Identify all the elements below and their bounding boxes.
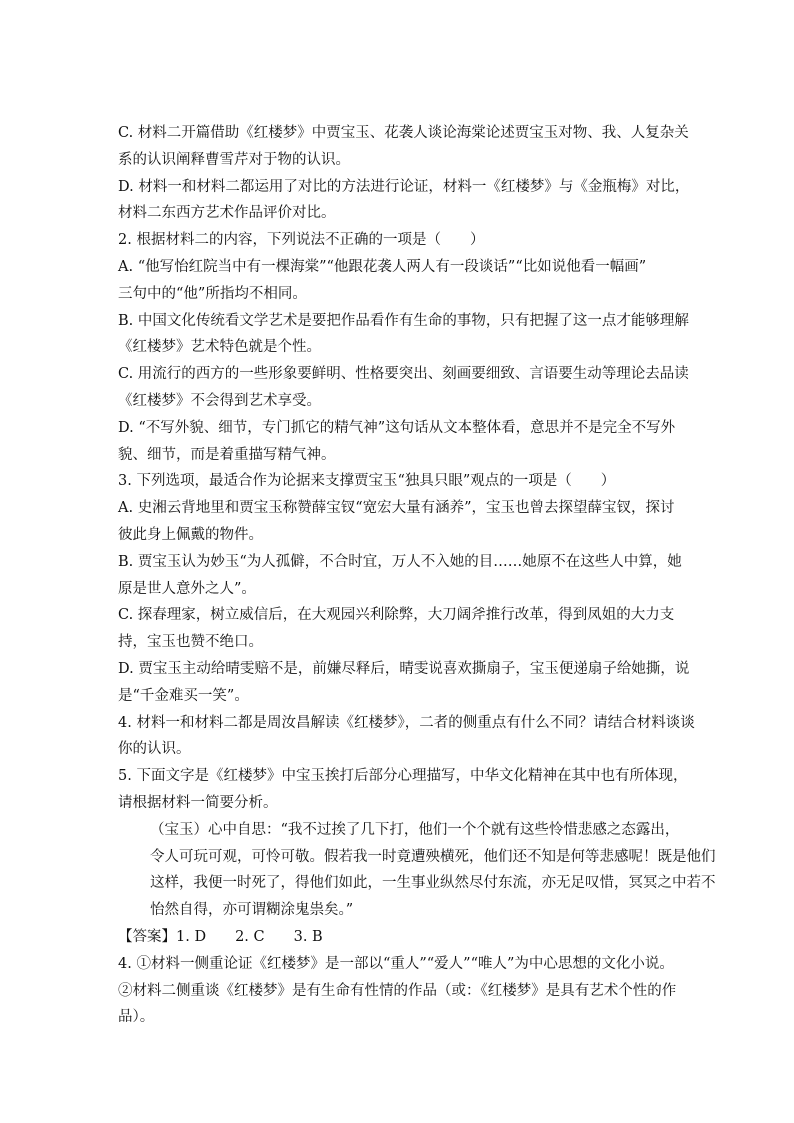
- text-line: C. 材料二开篇借助《红楼梦》中贾宝玉、花袭人谈论海棠论述贾宝玉对物、我、人复杂关: [118, 125, 689, 141]
- quoted-passage: [118, 817, 716, 924]
- text-line: A. “他写怡红院当中有一棵海棠”“他跟花袭人两人有一段谈话”“比如说他看一幅画”: [118, 258, 647, 275]
- text-line: 是“千金难买一笑”。: [118, 687, 249, 704]
- text-line: C. 用流行的西方的一些形象要鲜明、性格要突出、刻画要细致、言语要生动等理论去品读: [118, 366, 689, 383]
- text-line: D. “不写外貌、细节，专门抓它的精气神”这句话从文本整体看，意思并不是完全不写外: [118, 419, 676, 436]
- answer-block: [118, 924, 678, 1031]
- text-line: 《红楼梦》艺术特色就是个性。: [118, 339, 321, 356]
- answer-label: 【答案】: [118, 928, 176, 945]
- quote-line: 这样，我便一时死了，得他们如此，一生事业纵然尽付东流，亦无足叹惜，冥冥之中若不: [150, 875, 716, 892]
- text-line: 请根据材料一简要分析。: [118, 794, 278, 811]
- text-line: D. 贾宝玉主动给晴雯赔不是，前嫌尽释后，晴雯说喜欢撕扇子，宝玉便递扇子给她撕，说: [118, 660, 690, 677]
- question-3-stem: 3. 下列选项，最适合作为论据来支撑贾宝玉“独具只眼”观点的一项是（ ）: [118, 473, 616, 490]
- text-line: 原是世人意外之人”。: [118, 580, 256, 597]
- answer-text-line: ②材料二侧重谈《红楼梦》是有生命有性情的作品（或：《红楼梦》是具有艺术个性的作: [118, 982, 677, 999]
- answer-items: 1. D 2. C 3. B: [176, 928, 323, 945]
- text-line: 持，宝玉也赞不绝口。: [118, 634, 263, 651]
- answer-text-line: 4. ①材料一侧重论证《红楼梦》是一部以“重人”“爱人”“唯人”为中心思想的文化小说。: [118, 955, 674, 972]
- text-line: 貌、细节，而是着重描写精气神。: [118, 446, 336, 463]
- text-line: 三句中的“他”所指均不相同。: [118, 285, 307, 302]
- answer-text-line: 品）。: [118, 1009, 155, 1026]
- text-line: D. 材料一和材料二都运用了对比的方法进行论证，材料一《红楼梦》与《金瓶梅》对比，: [118, 178, 690, 195]
- text-line: 《红楼梦》不会得到艺术享受。: [118, 392, 321, 409]
- quote-line: 怡然自得，亦可谓糊涂鬼祟矣。”: [150, 902, 354, 919]
- document-page: [118, 120, 716, 1031]
- text-line: C. 探春理家，树立威信后，在大观园兴利除弊，大刀阔斧推行改革，得到凤姐的大力支: [118, 607, 675, 624]
- question-4-stem: 4. 材料一和材料二都是周汝昌解读《红楼梦》，二者的侧重点有什么不同？请结合材料谈谈: [118, 714, 695, 731]
- quote-line: 令人可玩可观，可怜可敬。假若我一时竟遭殃横死，他们还不知是何等悲感呢！既是他们: [150, 848, 716, 865]
- question-5-stem: 5. 下面文字是《红楼梦》中宝玉挨打后部分心理描写，中华文化精神在其中也有所体现，: [118, 768, 688, 785]
- quote-line: （宝玉）心中自思：“我不过挨了几下打，他们一个个就有这些怜惜悲感之态露出，: [150, 821, 680, 838]
- text-line: B. 贾宝玉认为妙玉“为人孤僻，不合时宜，万人不入她的目……她原不在这些人中算，她: [118, 553, 682, 570]
- text-line: 系的认识阐释曹雪芹对于物的认识。: [118, 151, 350, 168]
- answer-line: [118, 924, 678, 951]
- text-line: A. 史湘云背地里和贾宝玉称赞薛宝钗“宽宏大量有涵养”，宝玉也曾去探望薛宝钗，探讨: [118, 500, 675, 517]
- question-block: [118, 120, 695, 817]
- text-line: 彼此身上佩戴的物件。: [118, 526, 263, 543]
- text-line: 材料二东西方艺术作品评价对比。: [118, 205, 336, 222]
- text-line: 你的认识。: [118, 741, 191, 758]
- question-2-stem: 2. 根据材料二的内容，下列说法不正确的一项是（ ）: [118, 232, 485, 249]
- text-line: B. 中国文化传统看文学艺术是要把作品看作有生命的事物，只有把握了这一点才能够理解: [118, 312, 689, 329]
